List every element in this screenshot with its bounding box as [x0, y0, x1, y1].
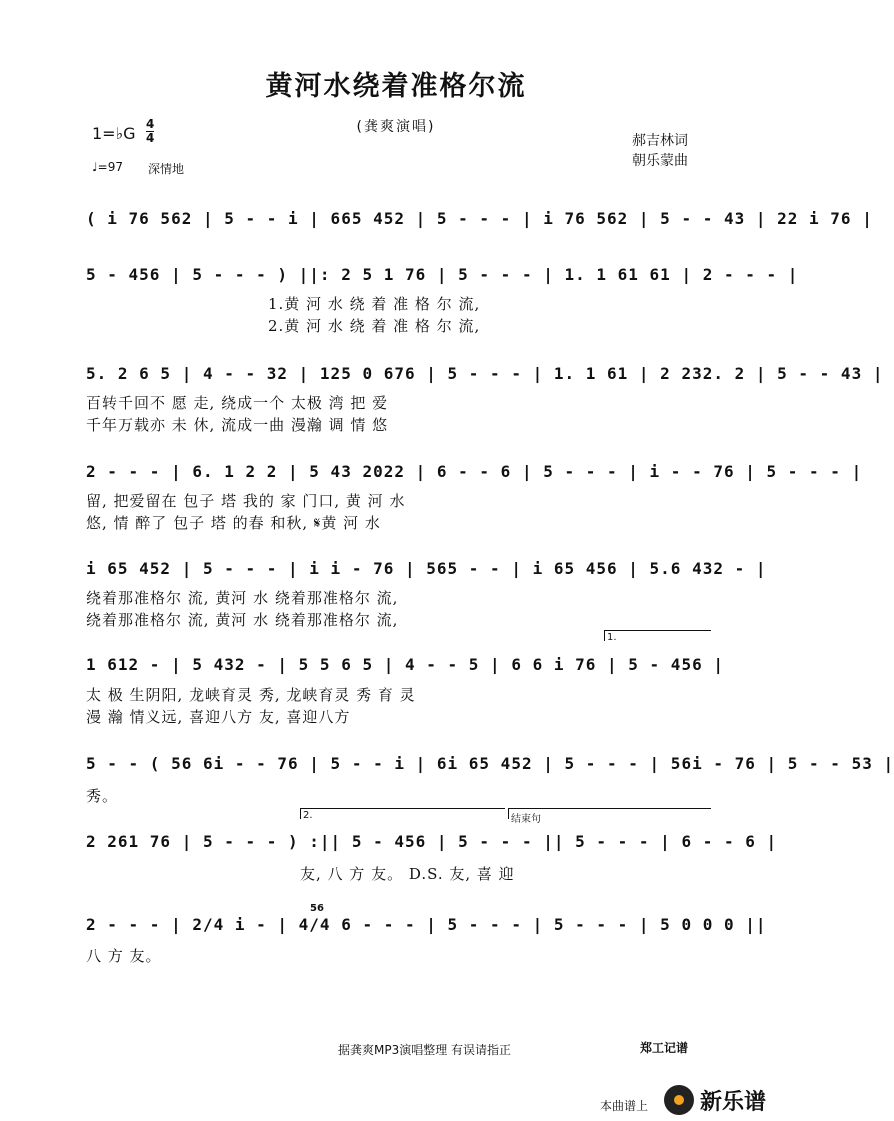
lyric-line-3a: 百转千回不 愿 走, 绕成一个 太极 湾 把 爱 — [86, 394, 389, 412]
lyricist-credit: 郝吉林词 — [632, 133, 688, 149]
score-line-1: ( i 76 562 | 5 - - i | 665 452 | 5 - - - | i 76 562 | 5 - - 43 | 22 i 76 | — [86, 209, 873, 228]
tempo-marking: ♩=97 — [92, 160, 123, 174]
score-line-4: 2 - - - | 6. 1 2 2 | 5 43 2022 | 6 - - 6 | 5 - - - | i - - 76 | 5 - - - | — [86, 462, 863, 481]
lyric-line-2a: 1.黄 河 水 绕 着 准 格 尔 流, — [268, 295, 481, 313]
performer-subtitle: (龚爽演唱) — [356, 119, 436, 135]
source-prefix: 本曲谱上 — [600, 1099, 649, 1113]
score-line-8: 2 261 76 | 5 - - - ) :|| 5 - 456 | 5 - - - || 5 - - - | 6 - - 6 | — [86, 832, 778, 851]
time-signature — [146, 118, 154, 145]
score-line-6: 1 612 - | 5 432 - | 5 5 6 5 | 4 - - 5 | 6 6 i 76 | 5 - 456 | — [86, 655, 724, 674]
ending-label: 结束句 — [511, 814, 541, 825]
lyric-line-5a: 绕着那准格尔 流, 黄河 水 绕着那准格尔 流, — [86, 589, 399, 607]
score-line-2: 5 - 456 | 5 - - - ) ||: 2 5 1 76 | 5 - - - | 1. 1 61 61 | 2 - - - | — [86, 265, 799, 284]
lyric-line-2b: 2.黄 河 水 绕 着 准 格 尔 流, — [268, 317, 481, 335]
composer-credit: 朝乐蒙曲 — [632, 153, 688, 169]
page-title: 黄河水绕着准格尔流 — [265, 71, 527, 102]
lyric-line-7: 秀。 — [86, 787, 119, 805]
transcription-note: 据龚爽MP3演唱整理 有误请指正 — [338, 1043, 512, 1057]
lyric-line-6a: 太 极 生阴阳, 龙峡育灵 秀, 龙峡育灵 秀 育 灵 — [86, 686, 416, 704]
time-signature-top: 4 — [146, 117, 155, 131]
fermata-mark: 56 — [310, 903, 324, 914]
lyric-line-4b: 悠, 情 醉了 包子 塔 的春 和秋, 𝄋黄 河 水 — [86, 514, 381, 532]
lyric-line-8: 友, 八 方 友。 D.S. 友, 喜 迎 — [300, 865, 515, 883]
lyric-line-5b: 绕着那准格尔 流, 黄河 水 绕着那准格尔 流, — [86, 611, 399, 629]
record-logo-icon — [664, 1085, 694, 1115]
volta-bracket-1 — [604, 630, 711, 641]
expression-marking: 深情地 — [148, 162, 185, 176]
transcriber-credit: 郑工记谱 — [640, 1041, 689, 1055]
volta-2-label: 2. — [303, 810, 313, 821]
lyric-line-9: 八 方 友。 — [86, 947, 162, 965]
volta-1-label: 1. — [607, 632, 617, 643]
lyric-line-4a: 留, 把爱留在 包子 塔 我的 家 门口, 黄 河 水 — [86, 492, 406, 510]
time-signature-bottom: 4 — [146, 131, 155, 145]
score-line-5: i 65 452 | 5 - - - | i i - 76 | 565 - - | i 65 456 | 5.6 432 - | — [86, 559, 767, 578]
lyric-line-6b: 漫 瀚 情义远, 喜迎八方 友, 喜迎八方 — [86, 708, 351, 726]
score-line-7: 5 - - ( 56 6i - - 76 | 5 - - i | 6i 65 452 | 5 - - - | 56i - 76 | 5 - - 53 | — [86, 754, 894, 773]
score-line-9: 2 - - - | 2/4 i - | 4/4 6 - - - | 5 - - - | 5 - - - | 5 0 0 0 || — [86, 915, 767, 934]
key-signature: 1=♭G — [92, 124, 136, 143]
volta-bracket-2 — [300, 808, 505, 819]
lyric-line-3b: 千年万载亦 未 休, 流成一曲 漫瀚 调 情 悠 — [86, 416, 389, 434]
brand-name: 新乐谱 — [700, 1090, 767, 1115]
score-line-3: 5. 2 6 5 | 4 - - 32 | 125 0 676 | 5 - - - | 1. 1 61 | 2 232. 2 | 5 - - 43 | — [86, 364, 884, 383]
